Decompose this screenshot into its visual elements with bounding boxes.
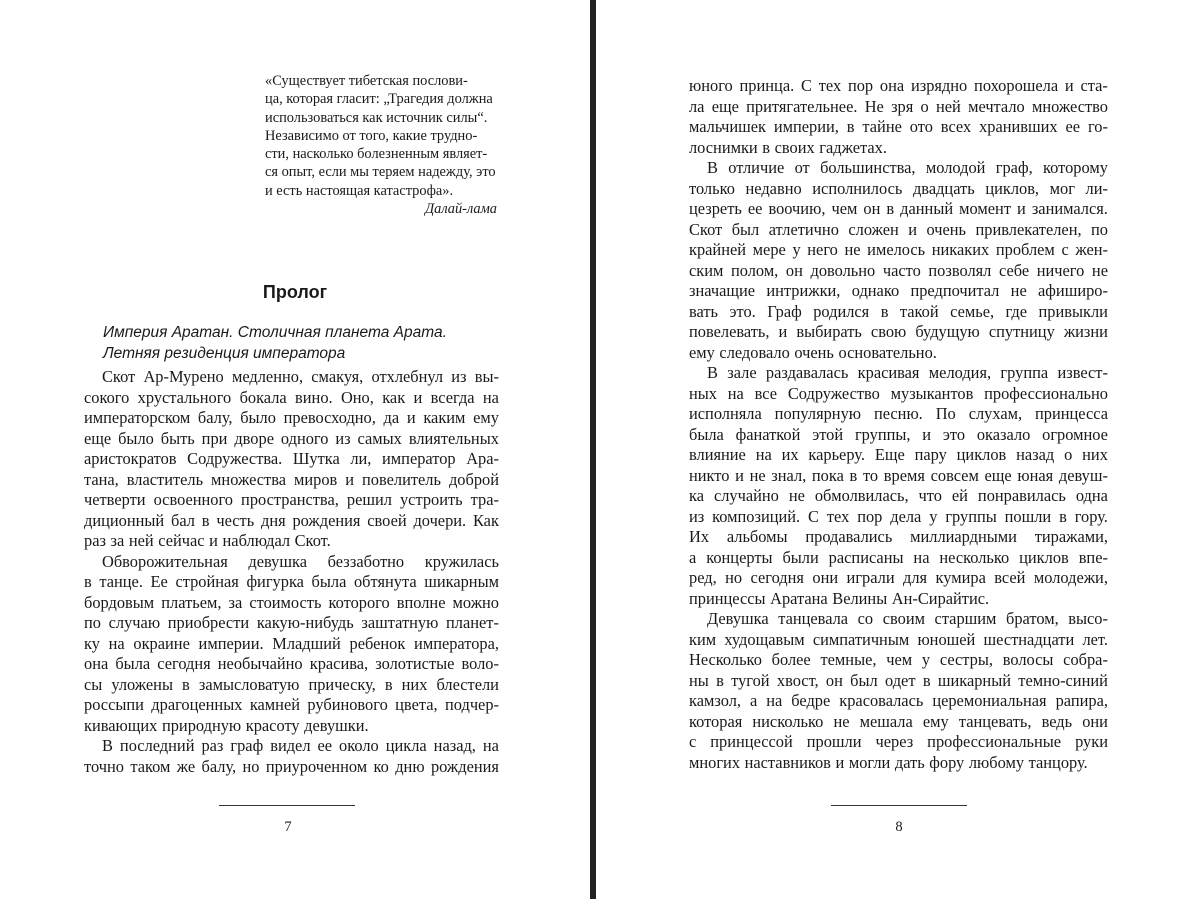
text-line: многих наставников и могли дать фору любому танцору. [689,752,1088,772]
setting-line: Летняя резиденция императора [103,344,346,362]
text-line: только недавно исполнилось двадцать циклов, мог ли- [689,178,1108,198]
text-line: а концерты были расписаны на несколько циклов впе- [689,547,1108,567]
text-line: тана, властитель множества миров и повелитель доброй [84,469,499,489]
text-line: в танце. Ее стройная фигурка была обтянута шикарным [84,572,499,591]
text-line: которая нисколько не мешала ему танцевать, ведь они [689,711,1108,731]
text-line: крайней мере у него не имелось никаких проблем с жен- [689,240,1108,259]
text-line: ных на все Содружество музыкантов профессионально [689,383,1108,403]
text-line: В последний раз граф видел ее около цикла назад, на [102,736,499,755]
epigraph-line: ца, которая гласит: „Трагедия должна [265,91,493,108]
epigraph-line: использоваться как источник силы“. [265,109,488,126]
text-line: В зале раздавалась красивая мелодия, группа извест- [707,363,1108,382]
text-line: еще было быть при дворе одного из самых влиятельных [84,428,499,448]
text-line: камзол, а на бедре красовалась церемониальная рапира, [689,691,1108,710]
text-line: раз за ней сейчас и наблюдал Скот. [84,531,331,550]
text-line: сы уложены в замысловатую прическу, в них блестели [84,674,499,694]
text-line: Их альбомы продавались миллиардными тиражами, [689,527,1108,546]
epigraph-line: Независимо от того, какие трудно- [265,127,478,144]
text-line: была фанаткой этой группы, и это оказало огромное [689,424,1108,444]
text-line: принцессы Аратана Велины Ан-Сирайтис. [689,588,990,608]
page-number: 7 [284,819,292,835]
epigraph [265,72,497,218]
text-line: бордовым платьем, за стоимость которого вполне можно [84,592,499,612]
left-page [0,0,590,899]
text-line: лоснимки в своих гаджетах. [689,137,887,157]
text-line: исполняла популярную песню. По слухам, принцесса [689,404,1108,423]
text-line: ка случайно не обмолвилась, что ей понравилась одна [689,486,1108,505]
setting-line: Империя Аратан. Столичная планета Арата. [103,324,447,341]
epigraph-line: «Существует тибетская послови- [265,73,468,89]
chapter-setting [103,323,503,364]
text-line: ким худощавым симпатичным юношей шестнадцати лет. [689,629,1108,649]
text-line: аристократов Содружества. Шутка ли, император Ара- [84,449,499,468]
text-line: мальчишек империи, в тайне ото всех хранивших ее го- [689,117,1108,136]
text-line: вать это. Граф родился в такой семье, где привыкли [689,301,1108,321]
footer-rule [219,805,355,806]
text-line: ему следовало очень основательно. [689,342,937,362]
text-line: В отличие от большинства, молодой граф, которому [707,158,1108,177]
text-line: ны в тугой хвост, он был одет в шикарный темно-синий [689,670,1108,690]
text-line: она была сегодня необычайно красива, золотистые воло- [84,654,499,673]
text-line: с принцессой прошли через профессиональные руки [689,732,1108,751]
text-line: императорском балу, было превосходно, да и каким ему [84,408,499,427]
text-line: цезреть ее воочию, чем он в данный момент и занимался. [689,199,1108,218]
text-line: юного принца. С тех пор она изрядно похорошела и ста- [689,76,1108,95]
text-line: Девушка танцевала со своим старшим братом, высо- [707,609,1108,628]
text-line: никто и не знал, пока в то время совсем еще юная девуш- [689,465,1108,485]
text-line: влияние на их карьеру. Еще пару циклов назад о них [689,445,1108,464]
text-line: диционный бал в честь дня рождения своей дочери. Как [84,510,499,530]
text-line: россыпи драгоценных камней рубинового цвета, подчер- [84,695,499,714]
epigraph-line: ся опыт, если мы теряем надежду, это [265,164,496,181]
text-line: Скот был атлетично сложен и очень привлекателен, по [689,219,1108,239]
footer-rule [831,805,967,806]
text-line: из композиций. С тех пор дела у группы пошли в гору. [689,506,1108,526]
right-body-text [689,76,1108,773]
text-line: Несколько более темные, чем у сестры, волосы собра- [689,650,1108,669]
text-line: по случаю приобрести какую-нибудь заштатную планет- [84,613,499,632]
right-page [596,0,1187,899]
chapter-title: Пролог [262,282,328,302]
left-body-text [84,367,499,777]
text-line: ским полом, он довольно часто позволял себе ничего не [689,260,1108,280]
text-line: Скот Ар-Мурено медленно, смакуя, отхлебнул из вы- [102,367,499,386]
text-line: четверти освоенного пространства, решил устроить тра- [84,490,499,509]
epigraph-author: Далай-лама [424,201,497,218]
text-line: точно таком же балу, но приуроченном ко дню рождения [84,756,499,776]
text-line: значащие интрижки, однако предпочитал не афиширо- [689,281,1108,300]
epigraph-line: сти, насколько болезненным являет- [265,146,488,163]
text-line: кивающих природную красоту девушки. [84,715,369,735]
text-line: повелевать, и выбирать свою будущую спутницу жизни [689,322,1108,341]
text-line: Обворожительная девушка беззаботно кружилась [102,551,499,571]
text-line: ку на окраине империи. Младший ребенок императора, [84,633,499,653]
text-line: ла еще притягательнее. Не зря о ней мечтало множество [689,96,1108,116]
text-line: сокого хрустального бокала вино. Оно, как и всегда на [84,387,499,407]
text-line: ред, но сегодня они играли для кумира всей молодежи, [689,568,1108,587]
epigraph-line: и есть настоящая катастрофа». [265,182,454,199]
page-number: 8 [895,819,903,835]
